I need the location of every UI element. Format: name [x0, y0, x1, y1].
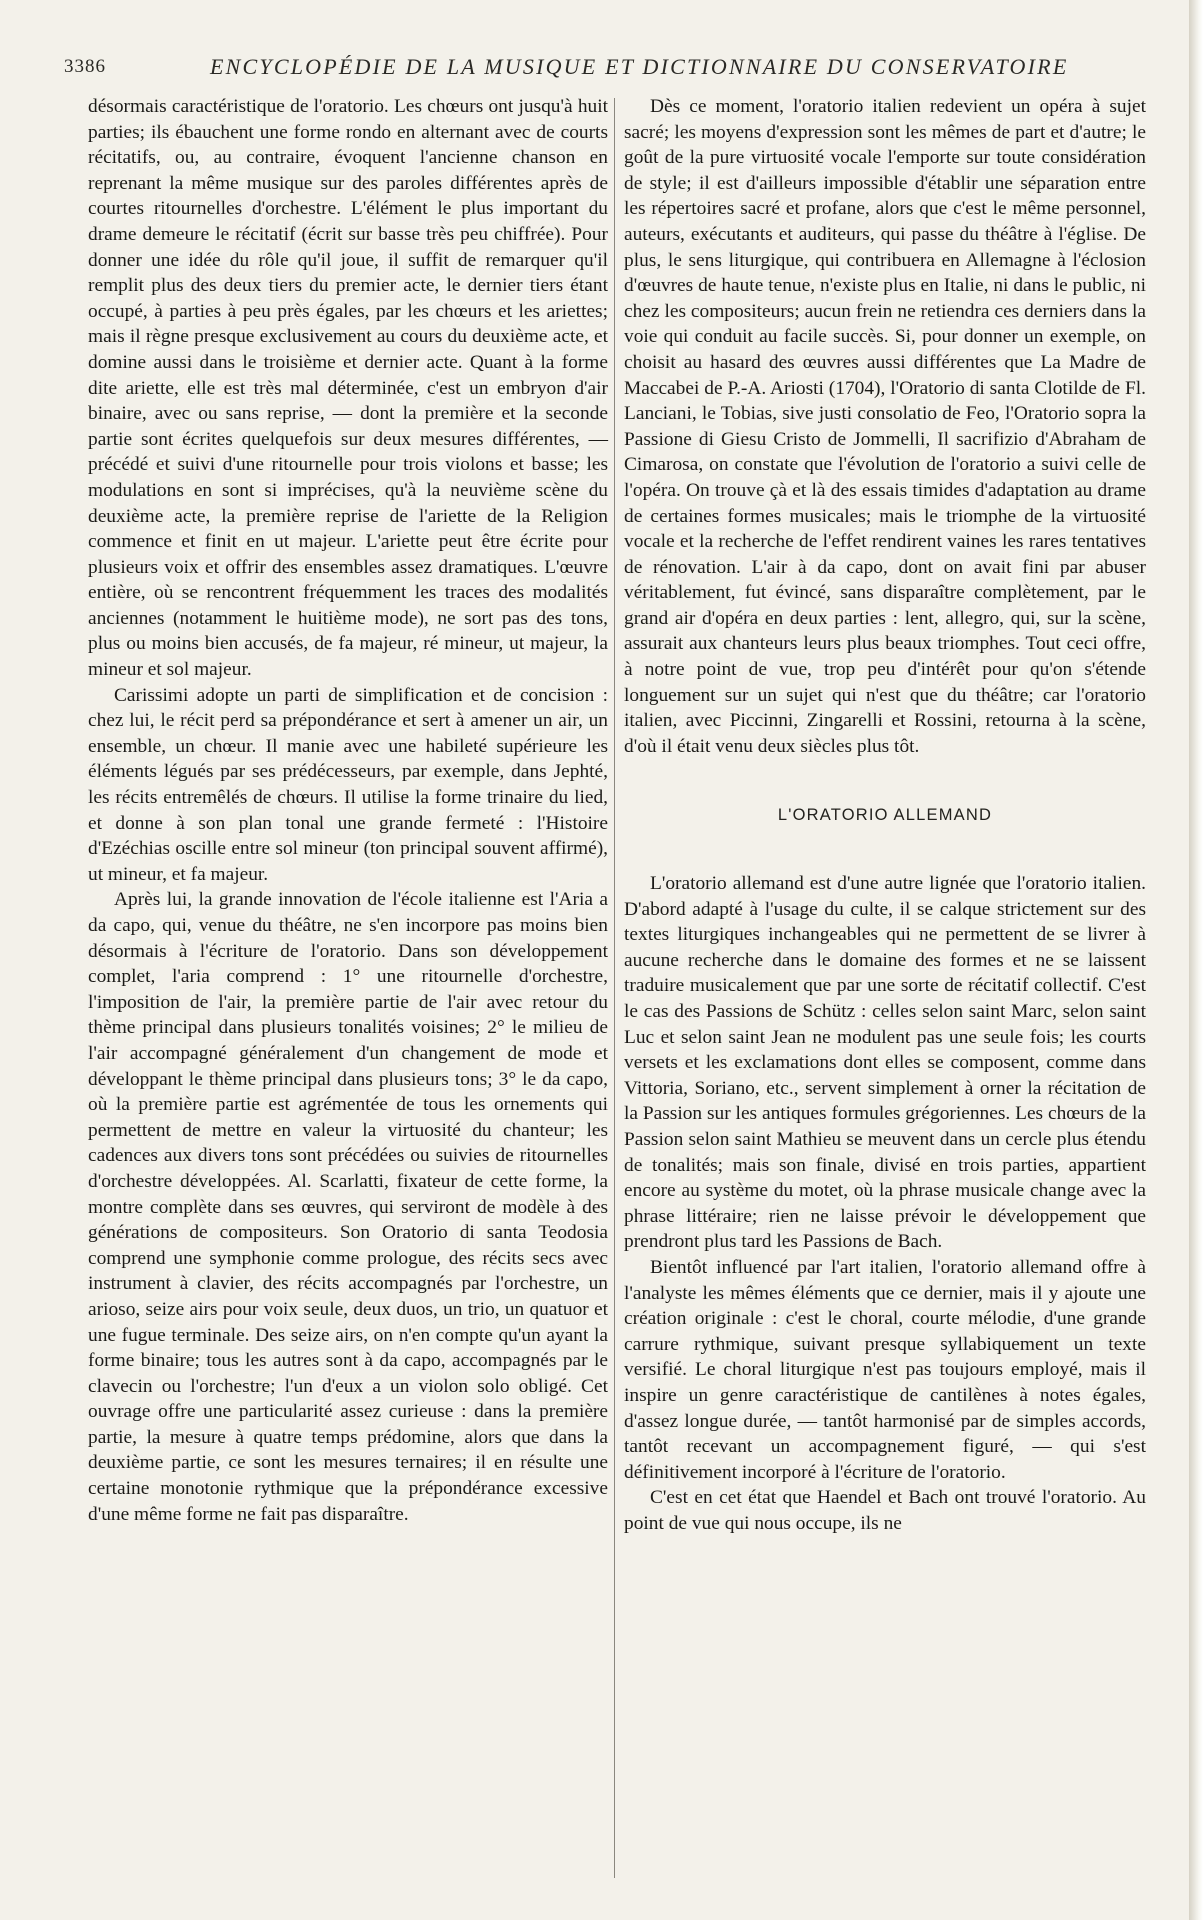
- paragraph: Bientôt influencé par l'art italien, l'oratorio allemand offre à l'analyste les mêmes éléments que ce dernier, mais il y ajoute une création originale : c'est le choral, courte mélodie, d'une grande carrure rythmique, suivant presque syllabiquement un texte versifié. Le choral liturgique n'est pas toujours employé, mais il inspire un genre caractéristique de cantilènes à notes égales, d'assez longue durée, — tantôt harmonisé par de simples accords, tantôt recevant un accompagnement figuré, — qui s'est définitivement incorporé à l'écriture de l'oratorio.: [624, 1256, 1146, 1483]
- page-header: [64, 52, 1144, 84]
- section-heading: L'ORATORIO ALLEMAND: [777, 806, 993, 825]
- paragraph: L'oratorio allemand est d'une autre lignée que l'oratorio italien. D'abord adapté à l'usage du culte, il se calque strictement sur des textes liturgiques inchangeables qui ne permettent de se livrer à aucune recherche dans le domaine des formes et ne se laissent traduire musicalement que par une sorte de récitatif collectif. C'est le cas des Passions de Schütz : celles selon saint Marc, selon saint Luc et selon saint Jean ne modulent pas une seule fois; les courts versets et les exclamations dont elles se composent, comme dans Vittoria, Soriano, etc., servent simplement à orner la récitation de la Passion sur les antiques formules grégoriennes. Les chœurs de la Passion selon saint Mathieu se meuvent dans un cercle plus étendu de tonalités; mais son finale, divisé en trois parties, appartient encore au système du motet, où la phrase musicale change avec la phrase littéraire; rien ne laisse prévoir le développement que prendront plus tard les Passions de Bach.: [624, 873, 1146, 1253]
- page-number: 3386: [64, 56, 106, 77]
- right-column: [624, 94, 1146, 1536]
- running-title: ENCYCLOPÉDIE DE LA MUSIQUE ET DICTIONNAIRE DU CONSERVATOIRE: [210, 54, 1069, 79]
- left-column: [88, 94, 608, 1527]
- paragraph: Après lui, la grande innovation de l'école italienne est l'Aria a da capo, qui, venue du théâtre, ne s'en incorpore pas moins bien désormais à l'écriture de l'oratorio. Dans son développement complet, l'aria comprend : 1° une ritournelle d'orchestre, l'imposition de l'air, la première partie de l'air avec retour du thème principal dans plusieurs tonalités voisines; 2° le milieu de l'air accompagné généralement d'un changement de mode et développant le thème principal dans plusieurs tons; 3° le da capo, où la première partie est agrémentée de tous les ornements qui permettent de mettre en valeur la virtuosité du chanteur; les cadences aux divers tons sont précédées ou suivies de ritournelles d'orchestre développées. Al. Scarlatti, fixateur de cette forme, la montre complète dans ses œuvres, qui serviront de modèle à des générations de compositeurs. Son Oratorio di santa Teodosia comprend une symphonie comme prologue, des récits secs avec instrument à clavier, des récits accompagnés par l'orchestre, un arioso, seize airs pour voix seule, deux duos, un trio, un quatuor et une fugue terminale. Des seize airs, on n'en compte qu'un ayant la forme binaire; tous les autres sont à da capo, accompagnés par le clavecin ou l'orchestre; l'un d'eux a un violon solo obligé. Cet ouvrage offre une particularité assez curieuse : dans la première partie, la mesure à quatre temps prédomine, alors que dans la deuxième partie, ce sont les mesures ternaires; il en résulte une certaine monotonie rythmique que la prépondérance excessive d'une même forme ne fait pas disparaître.: [88, 889, 608, 1525]
- page-edge-shadow: [1189, 0, 1203, 1920]
- paragraph: Dès ce moment, l'oratorio italien redevient un opéra à sujet sacré; les moyens d'expression sont les mêmes de part et d'autre; le goût de la pure virtuosité vocale l'emporte sur toute considération de style; il est d'ailleurs impossible d'établir une séparation entre les répertoires sacré et profane, alors que c'est le même personnel, auteurs, exécutants et auditeurs, qui passe du théâtre à l'église. De plus, le sens liturgique, qui contribuera en Allemagne à l'éclosion d'œuvres de haute tenue, n'existe plus en Italie, ni dans le public, ni chez les compositeurs; aucun frein ne retiendra ces derniers dans la voie qui conduit au facile succès. Si, pour donner un exemple, on choisit au hasard des œuvres aussi différentes que La Madre de Maccabei de P.-A. Ariosti (1704), l'Oratorio di santa Clotilde de Fl. Lanciani, le Tobias, sive justi consolatio de Feo, l'Oratorio sopra la Passione di Giesu Cristo de Jommelli, Il sacrifizio d'Abraham de Cimarosa, on constate que l'évolution de l'oratorio a suivi celle de l'opéra. On trouve çà et là des essais timides d'adaptation au drame de certaines formes musicales; mais le triomphe de la virtuosité vocale et la recherche de l'effet rendirent vaines les rares tentatives de rénovation. L'air à da capo, dont on avait fini par abuser véritablement, fut évincé, sans disparaître complètement, par le grand air d'opéra en deux parties : lent, allegro, qui, sur la scène, assurait aux chanteurs leurs plus beaux triomphes. Tout ceci offre, à notre point de vue, trop peu d'intérêt pour qu'on s'étende longuement sur un sujet qui n'est que du théâtre; car l'oratorio italien, avec Piccinni, Zingarelli et Rossini, retourna à la scène, d'où il était venu deux siècles plus tôt.: [624, 96, 1146, 757]
- column-divider: [614, 98, 615, 1878]
- paragraph: désormais caractéristique de l'oratorio. Les chœurs ont jusqu'à huit parties; ils ébauchent une forme rondo en alternant avec de courts récitatifs, ou, au contraire, évoquent l'ancienne chanson en reprenant la même musique sur des paroles différentes après de courtes ritournelles d'orchestre. L'élément le plus important du drame demeure le récitatif (écrit sur basse très peu chiffrée). Pour donner une idée du rôle qu'il joue, il suffit de remarquer qu'il remplit plus des deux tiers du premier acte, le dernier tiers étant occupé, à parties à peu près égales, par les chœurs et les ariettes; mais il règne presque exclusivement au cours du deuxième acte, et domine aussi dans le troisième et dernier acte. Quant à la forme dite ariette, elle est très mal déterminée, c'est un embryon d'air binaire, avec ou sans reprise, — dont la première et la seconde partie sont écrites quelquefois sur deux mesures différentes, — précédé et suivi d'une ritournelle pour trois violons et basse; les modulations en sont si imprécises, qu'à la neuvième scène du deuxième acte, la première reprise de l'ariette de la Religion commence et finit en ut majeur. L'ariette peut être écrite pour plusieurs voix et offrir des ensembles assez dramatiques. L'œuvre entière, où se rencontrent fréquemment les traces des modalités anciennes (notamment le huitième mode), ne sort pas des tons, plus ou moins bien accusés, de fa majeur, ré mineur, ut majeur, la mineur et sol majeur.: [88, 96, 608, 681]
- paragraph: Carissimi adopte un parti de simplification et de concision : chez lui, le récit perd sa prépondérance et sert à amener un air, un ensemble, un chœur. Il manie avec une habileté supérieure les éléments légués par ses prédécesseurs, par exemple, dans Jephté, les récits entremêlés de chœurs. Il utilise la forme trinaire du lied, et donne à son plan tonal une grande fermeté : l'Histoire d'Ezéchias oscille entre sol mineur (ton principal souvent affirmé), ut mineur, et fa majeur.: [88, 684, 608, 885]
- paragraph: C'est en cet état que Haendel et Bach ont trouvé l'oratorio. Au point de vue qui nous occupe, ils ne: [624, 1487, 1146, 1534]
